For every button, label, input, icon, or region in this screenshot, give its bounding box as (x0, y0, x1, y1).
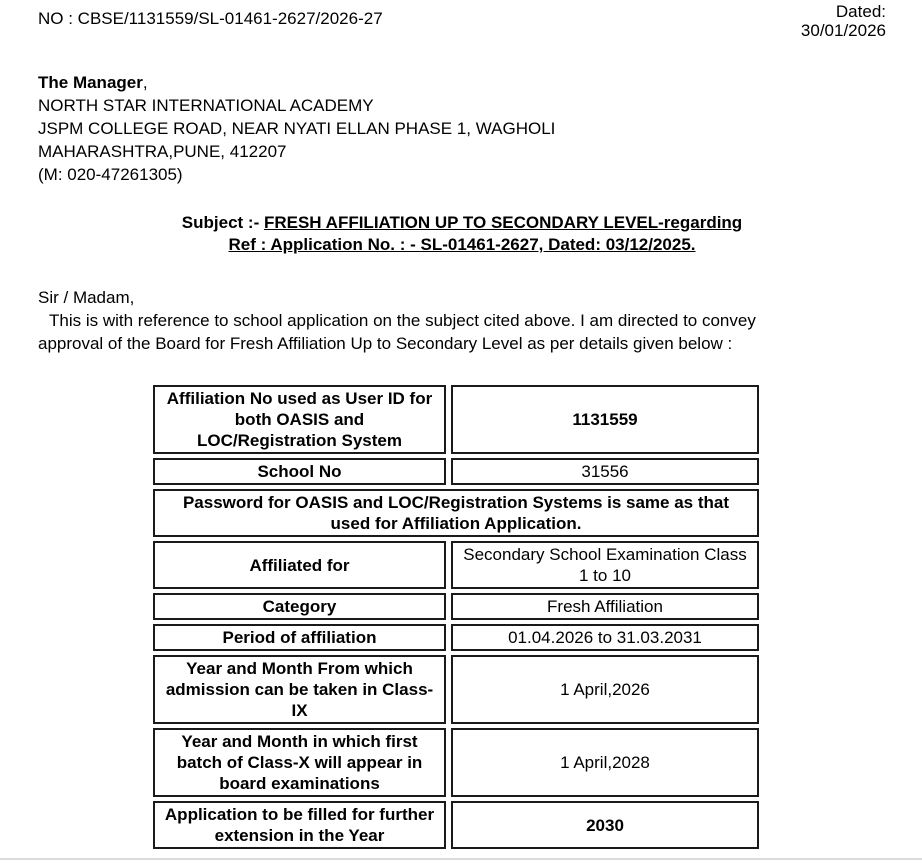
subject-line (38, 212, 886, 234)
recipient-block (38, 71, 886, 186)
letter-head (38, 0, 886, 40)
first-batch-class-x-value: 1 April,2028 (451, 728, 759, 797)
affiliated-for-value: Secondary School Examination Class 1 to 10 (451, 541, 759, 589)
category-label: Category (153, 593, 446, 620)
school-no-label: School No (153, 458, 446, 485)
affiliation-no-label: Affiliation No used as User ID for both OASIS and LOC/Registration System (153, 385, 446, 454)
extension-year-value: 2030 (451, 801, 759, 849)
affiliated-for-label: Affiliated for (153, 541, 446, 589)
body-paragraph-line2: approval of the Board for Fresh Affiliation Up to Secondary Level as per details given below : (38, 334, 733, 353)
table-row-affiliation-no (153, 385, 759, 454)
admission-class-ix-value: 1 April,2026 (451, 655, 759, 724)
page-bottom-divider (0, 858, 922, 860)
date-block (801, 0, 886, 40)
table-row-affiliated-for (153, 541, 759, 589)
subject-ref-line: Ref : Application No. : - SL-01461-2627, Dated: 03/12/2025. (228, 235, 696, 254)
subject-title: FRESH AFFILIATION UP TO SECONDARY LEVEL-regarding (263, 213, 743, 232)
recipient-address-line1: JSPM COLLEGE ROAD, NEAR NYATI ELLAN PHASE 1, WAGHOLI (38, 119, 556, 138)
table-row-password-note (153, 489, 759, 537)
password-note: Password for OASIS and LOC/Registration Systems is same as that used for Affiliation Application. (153, 489, 759, 537)
recipient-address-line2: MAHARASHTRA,PUNE, 412207 (38, 142, 287, 161)
details-table-wrapper (148, 381, 886, 853)
table-row-admission-class-ix (153, 655, 759, 724)
table-row-category (153, 593, 759, 620)
period-label: Period of affiliation (153, 624, 446, 651)
extension-year-label: Application to be filled for further extension in the Year (153, 801, 446, 849)
table-row-period (153, 624, 759, 651)
body-paragraph (38, 309, 886, 355)
category-value: Fresh Affiliation (451, 593, 759, 620)
affiliation-no-value: 1131559 (451, 385, 759, 454)
first-batch-class-x-label: Year and Month in which first batch of Class-X will appear in board examinations (153, 728, 446, 797)
admission-class-ix-label: Year and Month From which admission can be taken in Class-IX (153, 655, 446, 724)
dated-value: 30/01/2026 (800, 21, 886, 40)
recipient-designation: The Manager, (38, 73, 148, 92)
reference-number: NO : CBSE/1131559/SL-01461-2627/2026-27 (38, 9, 383, 28)
period-value: 01.04.2026 to 31.03.2031 (451, 624, 759, 651)
table-row-first-batch-class-x (153, 728, 759, 797)
school-no-value: 31556 (451, 458, 759, 485)
table-row-school-no (153, 458, 759, 485)
affiliation-details-table (148, 381, 764, 853)
table-row-extension-year (153, 801, 759, 849)
recipient-school-name: NORTH STAR INTERNATIONAL ACADEMY (38, 96, 374, 115)
subject-label: Subject :- (181, 213, 264, 232)
recipient-phone: (M: 020-47261305) (38, 165, 183, 184)
subject-block (38, 212, 886, 256)
dated-label: Dated: (835, 2, 886, 21)
body-paragraph-line1: This is with reference to school application on the subject cited above. I am directed to convey (49, 311, 756, 330)
salutation: Sir / Madam, (38, 288, 135, 307)
